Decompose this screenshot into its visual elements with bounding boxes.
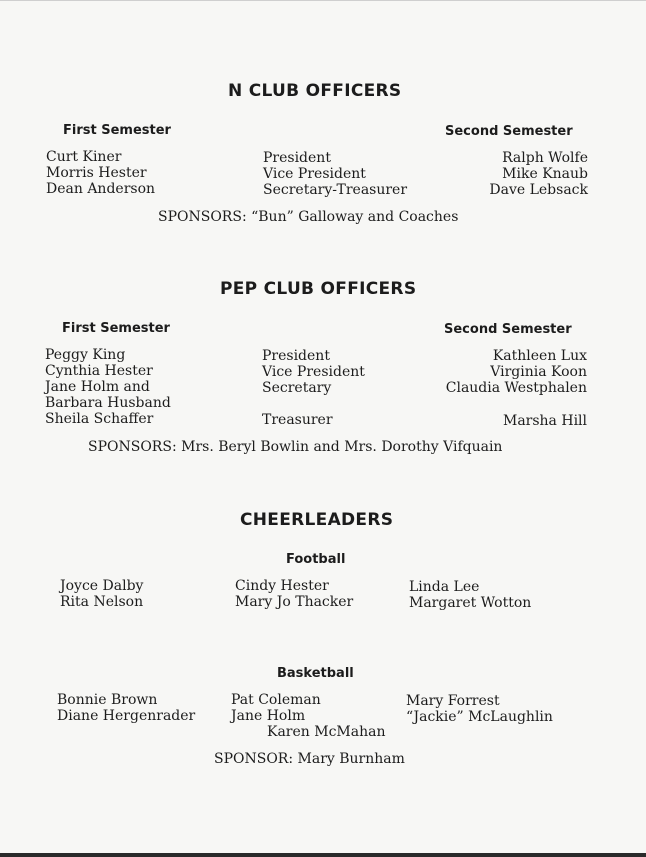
page-bottom-edge	[0, 853, 646, 857]
cheerleader-name: Margaret Wotton	[409, 595, 532, 611]
officer-role: Vice President	[262, 364, 365, 380]
officer-name: Barbara Husband	[45, 395, 171, 411]
football-col-3	[409, 579, 531, 611]
officer-name: Morris Hester	[46, 165, 147, 181]
officer-role: President	[263, 150, 331, 166]
n-club-roles-list	[263, 150, 407, 198]
officer-name: Virginia Koon	[490, 364, 587, 380]
n-club-second-semester-heading: Second Semester	[445, 124, 573, 139]
officer-name: Dean Anderson	[46, 181, 156, 197]
cheerleader-name: Rita Nelson	[60, 594, 144, 610]
pep-club-second-semester-upper	[446, 348, 587, 396]
basketball-col-2	[231, 692, 386, 740]
n-club-sponsors: SPONSORS: “Bun” Galloway and Coaches	[158, 209, 459, 225]
officer-name: Marsha Hill	[502, 413, 587, 429]
cheerleader-name: Mary Forrest	[406, 693, 500, 709]
n-club-first-semester-heading: First Semester	[63, 123, 171, 138]
officer-role: President	[262, 348, 330, 364]
basketball-col-1	[57, 692, 195, 724]
officer-name: Ralph Wolfe	[502, 150, 588, 166]
officer-role: Treasurer	[262, 412, 333, 428]
officer-name: Cynthia Hester	[45, 363, 153, 379]
officer-name: Jane Holm and	[45, 379, 150, 395]
cheerleader-name: Bonnie Brown	[57, 692, 158, 708]
cheerleader-name: Diane Hergenrader	[57, 708, 196, 724]
basketball-col-3	[406, 693, 553, 725]
officer-name: Peggy King	[45, 347, 126, 363]
officer-name: Mike Knaub	[502, 166, 588, 182]
pep-club-title: PEP CLUB OFFICERS	[220, 279, 417, 299]
cheerleader-name: Pat Coleman	[231, 692, 321, 708]
officer-name: Dave Lebsack	[489, 182, 588, 198]
cheerleader-name: “Jackie” McLaughlin	[406, 709, 553, 725]
football-col-2	[235, 578, 353, 610]
n-club-first-semester-list	[46, 149, 155, 197]
cheerleader-name: Jane Holm	[231, 708, 306, 724]
officer-name: Claudia Westphalen	[445, 380, 587, 396]
cheerleader-name: Linda Lee	[409, 579, 480, 595]
pep-club-first-semester-heading: First Semester	[62, 321, 170, 336]
pep-club-sponsors: SPONSORS: Mrs. Beryl Bowlin and Mrs. Dorothy Vifquain	[88, 439, 503, 455]
football-heading: Football	[286, 552, 346, 567]
pep-club-second-semester-heading: Second Semester	[444, 322, 572, 337]
cheerleaders-sponsor: SPONSOR: Mary Burnham	[214, 751, 405, 767]
officer-name: Sheila Schaffer	[45, 411, 154, 427]
officer-role: Secretary	[262, 380, 332, 396]
officer-role: Secretary-Treasurer	[263, 182, 408, 198]
cheerleader-name: Karen McMahan	[267, 724, 386, 740]
pep-club-roles-upper	[262, 348, 365, 396]
n-club-title: N CLUB OFFICERS	[228, 81, 402, 101]
n-club-second-semester-list	[489, 150, 588, 198]
cheerleader-name: Cindy Hester	[235, 578, 329, 594]
officer-name: Curt Kiner	[46, 149, 122, 165]
officer-name: Kathleen Lux	[492, 348, 587, 364]
cheerleader-name: Mary Jo Thacker	[235, 594, 354, 610]
cheerleaders-title: CHEERLEADERS	[240, 510, 394, 530]
basketball-heading: Basketball	[277, 666, 354, 681]
football-col-1	[60, 578, 143, 610]
officer-role: Vice President	[263, 166, 366, 182]
pep-club-first-semester-list	[45, 347, 171, 427]
cheerleader-name: Joyce Dalby	[60, 578, 144, 594]
